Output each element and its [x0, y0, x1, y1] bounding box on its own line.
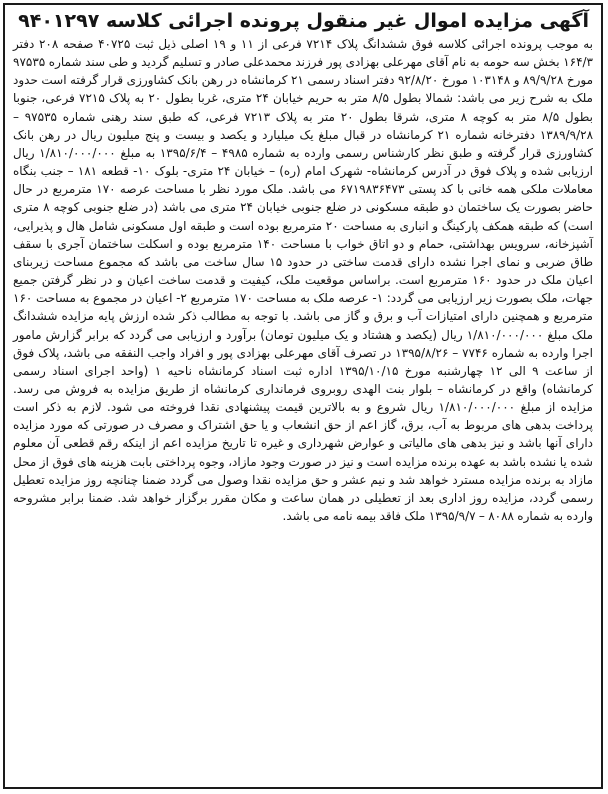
notice-title: آگهی مزایده اموال غیر منقول پرونده اجرائی کلاسه ۹۴۰۱۲۹۷ — [18, 10, 589, 32]
auction-notice — [3, 3, 603, 789]
notice-body: به موجب پرونده اجرائی کلاسه فوق ششدانگ پلاک ۷۲۱۴ فرعی از ۱۱ و ۱۹ اصلی ذیل ثبت ۴۰۷۲۵ صفحه ۲۰۸ دفتر ۱۶۴/۳ بخش سه حومه به نام آقای مهرعلی بهزادی پور فرزند محمدعلی صادر و تسلیم گردید و طی سند شماره ۹۷۵۳۵ مورخ ۸۹/۹/۲۸ و ۱۰۳۱۴۸ مورخ ۹۲/۸/۲۰ دفتر اسناد رسمی ۲۱ کرمانشاه در رهن بانک کشاورزی قرار گرفته است حدود ملک به شرح زیر می باشد: شمالا بطول ۸/۵ متر به حریم خیابان ۲۴ متری، غربا بطول ۲۰ به پلاک ۷۲۱۵ فرعی، جنوبا بطول ۸/۵ متر به کوچه ۸ متری، شرقا بطول ۲۰ متر به پلاک ۷۲۱۳ فرعی، که طبق سند رهنی شماره ۹۷۵۳۵ – ۱۳۸۹/۹/۲۸ دفترخانه شماره ۲۱ کرمانشاه در قبال مبلغ یک میلیارد و یکصد و بیست و پنج میلیون ریال در رهن بانک کشاورزی قرار گرفته و طبق نظر کارشناس رسمی وارده به شماره ۴۹۸۵ – ۱۳۹۵/۶/۴ به مبلغ ۱/۸۱۰/۰۰۰/۰۰۰ ریال ارزیابی شده و پلاک فوق در آدرس کرمانشاه- شهرک امام (ره) – خیابان ۲۴ متری- بلوک ۱۰- قطعه ۱۸۱ – جنب بنگاه معاملات ملکی همه خانی با کد پستی ۶۷۱۹۸۳۶۴۷۳ می باشد. ملک مورد نظر با مساحت عرصه ۱۷۰ مترمربع در حال حاضر بصورت یک ساختمان دو طبقه مسکونی در ضلع جنوبی خیابان ۲۴ متری می باشد (در ضلع جنوبی کوچه ۸ متری است) که طبقه همکف پارکینگ و انباری به مساحت ۲۰ مترمربع بوده است و طبقه اول مسکونی شامل هال و پذیرایی، آشپزخانه، سرویس بهداشتی، حمام و دو اتاق خواب با مساحت ۱۴۰ مترمربع بوده و اسکلت ساختمان آجری با سقف طاق ضربی و نمای اجرا نشده دارای قدمت ساختی در حدود ۱۵ سال ساخت می باشد که مجموع مساحت زیربنای اعیان ملک در حدود ۱۶۰ مترمربع است. براساس موقعیت ملک، کیفیت و قدمت ساخت اعیان و در نظر گرفتن جمیع جهات، ملک بصورت زیر ارزیابی می گردد: ۱- عرصه ملک به مساحت ۱۷۰ مترمربع ۲- اعیان در مجموع به مساحت ۱۶۰ مترمربع و همچنین دارای امتیازات آب و برق و گاز می باشد. با توجه به مطالب ذکر شده ارزش پایه مزایده ششدانگ ملک مبلغ ۱/۸۱۰/۰۰۰/۰۰۰ ریال (یکصد و هشتاد و یک میلیون تومان) برآورد و ارزیابی می گردد که برابر گزارش مامور اجرا وارده به شماره ۷۷۴۶ – ۱۳۹۵/۸/۲۶ در تصرف آقای مهرعلی بهزادی پور و افراد واجب النفقه می باشد، پلاک فوق از ساعت ۹ الی ۱۲ چهارشنبه مورخ ۱۳۹۵/۱۰/۱۵ اداره ثبت اسناد کرمانشاه ناحیه ۱ (واحد اجرای اسناد رسمی کرمانشاه) واقع در کرمانشاه – بلوار بنت الهدی روبروی فرمانداری کرمانشاه از طریق مزایده به فروش می رسد. مزایده از مبلغ ۱/۸۱۰/۰۰۰/۰۰۰ ریال شروع و به بالاترین قیمت پیشنهادی نقدا فروخته می شود. لازم به ذکر است پرداخت بدهی های مربوط به آب، برق، گاز اعم از حق انشعاب و یا حق اشتراک و مصرف در صورتی که مورد مزایده دارای آنها باشد و نیز بدهی های مالیاتی و عوارض شهرداری و غیره تا تاریخ مزایده اعم از اینکه رقم قطعی آن معلوم شده یا نشده باشد به عهده برنده مزایده است و نیز در صورت وجود مازاد، وجوه پرداختی بابت هزینه های فوق از محل مازاد به برنده مزایده مسترد خواهد شد و نیم عشر و حق مزایده نقدا وصول می گردد ضمنا چنانچه روز مزایده تعطیل رسمی گردد، مزایده روز اداری بعد از تعطیلی در همان ساعت و مکان مقرر برگزار خواهد شد. ضمنا برابر مشروحه وارده به شماره ۸۰۸۸ – ۱۳۹۵/۹/۷ ملک فاقد بیمه نامه می باشد. — [13, 37, 594, 524]
